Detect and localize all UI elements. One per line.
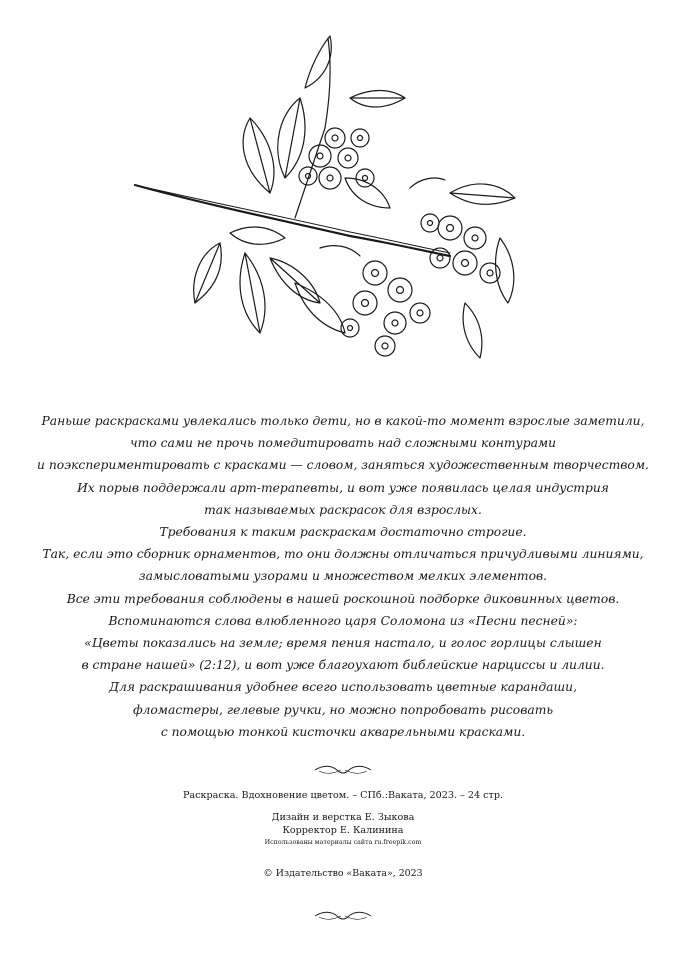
intro-line: Вспоминаются слова влюбленного царя Соломона из «Песни песней»: [108, 613, 578, 628]
proofreader-credit: Корректор Е. Калинина [282, 825, 404, 836]
intro-line: замысловатыми узорами и множеством мелких элементов. [138, 569, 548, 584]
intro-line: фломастеры, гелевые ручки, но можно попробовать рисовать [132, 702, 554, 717]
intro-line: Для раскрашивания удобнее всего использовать цветные карандаши, [109, 680, 577, 695]
intro-line: так называемых раскрасок для взрослых. [204, 502, 482, 517]
intro-line: Раньше раскрасками увлекались только дети, но в какой-то момент взрослые заметили, [41, 414, 645, 428]
intro-line: «Цветы показались на земле; время пения настало, и голос горлицы слышен [84, 636, 602, 651]
materials-credit: Использованы материалы сайта ru.freepik.com [264, 839, 422, 846]
intro-line: в стране нашей» (2:12), и вот уже благоухают библейские нарциссы и лилии. [81, 658, 605, 673]
ornament-divider [313, 910, 373, 922]
intro-line: и поэкспериментировать с красками — словом, заняться художественным творчеством. [37, 458, 649, 473]
bibliographic-record: Раскраска. Вдохновение цветом. – СПб.:Ваката, 2023. – 24 стр. [182, 790, 504, 801]
blossoming-branch-illustration [120, 28, 550, 388]
intro-line: Их порыв поддержали арт-терапевты, и вот уже появилась целая индустрия [77, 480, 609, 495]
intro-paragraph [30, 410, 656, 743]
intro-line: Так, если это сборник орнаментов, то они должны отличаться причудливыми линиями, [42, 547, 644, 562]
design-credit: Дизайн и верстка Е. Зыкова [271, 812, 415, 823]
ornament-divider [313, 764, 373, 776]
intro-line: Требования к таким раскраскам достаточно строгие. [159, 525, 527, 540]
intro-line: Все эти требования соблюдены в нашей роскошной подборке диковинных цветов. [66, 591, 620, 606]
intro-line: с помощью тонкой кисточки акварельными красками. [160, 724, 526, 739]
intro-line: что сами не прочь помедитировать над сложными контурами [129, 436, 557, 451]
copyright-notice: © Издательство «Ваката», 2023 [263, 868, 423, 879]
